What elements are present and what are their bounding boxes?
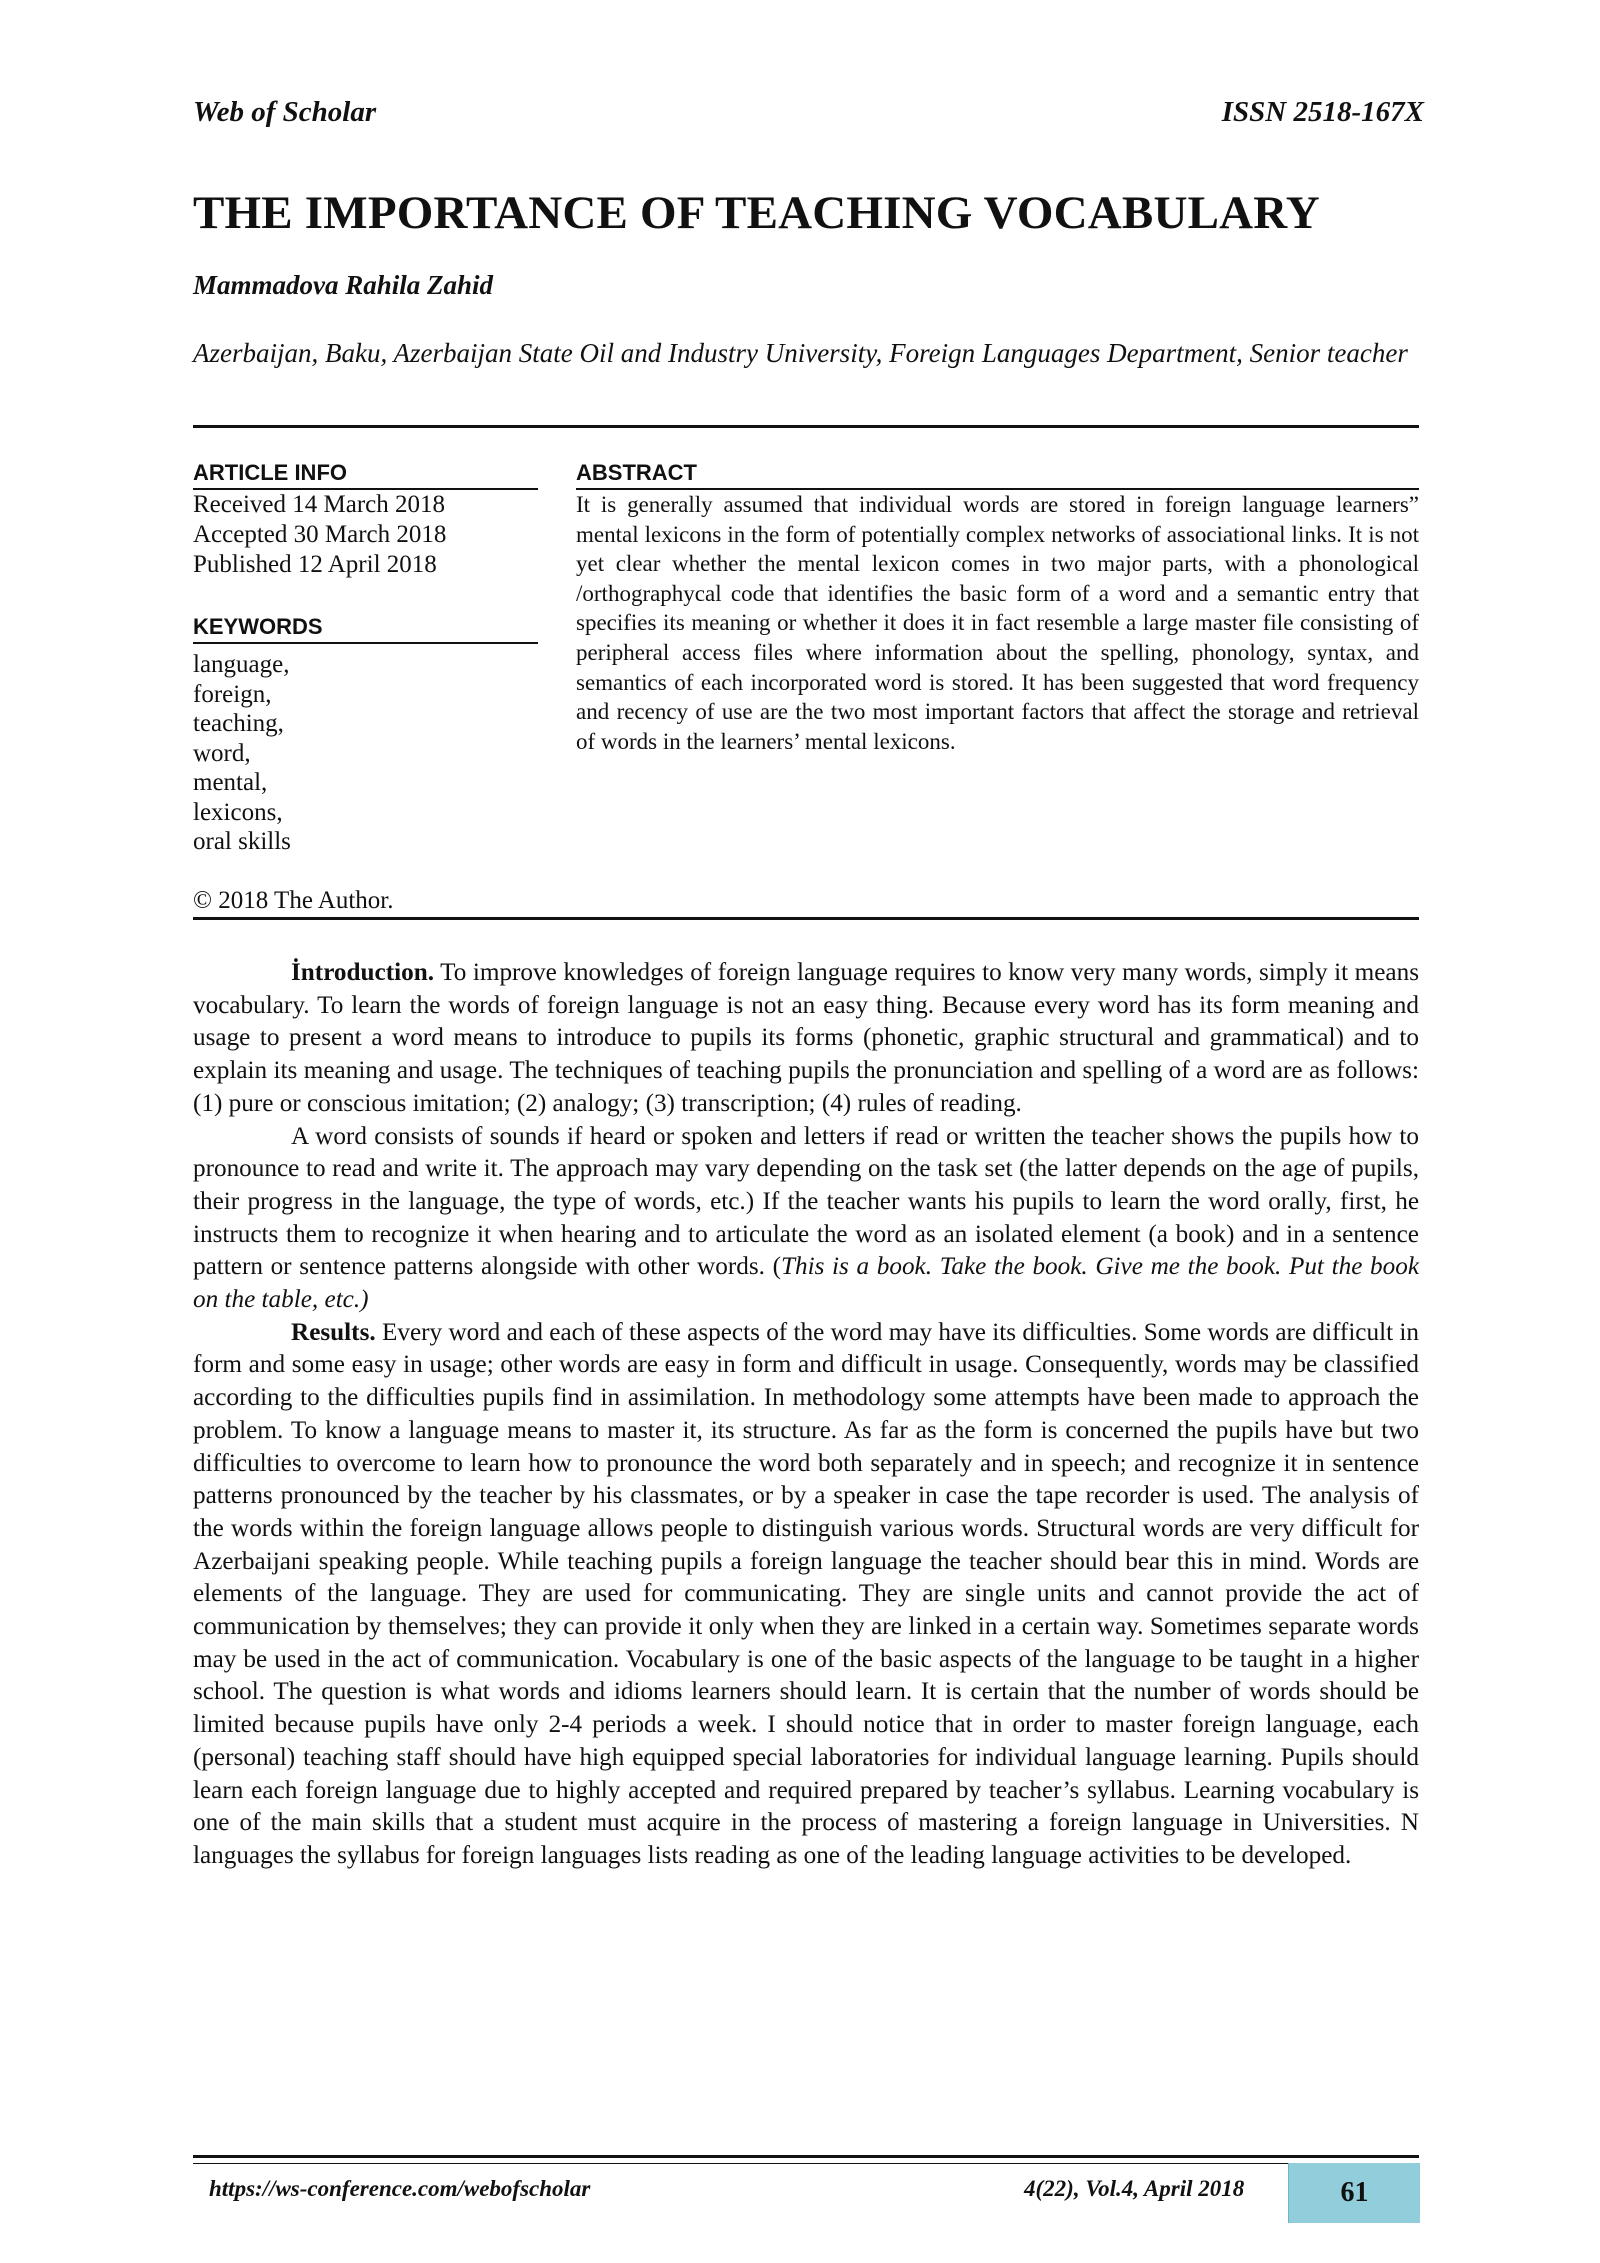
keyword-item: foreign, bbox=[193, 680, 272, 708]
introduction-paragraph bbox=[193, 957, 1419, 1121]
results-paragraph bbox=[193, 1317, 1419, 1873]
body-paragraph bbox=[193, 1121, 1419, 1317]
introduction-text: To improve knowledges of foreign language requires to know very many words, simply it means vocabulary. To learn the words of foreign language is not an easy thing. Because every word has its form meaning and usage to present a word means to introduce to pupils its forms (phonetic, graphic structural and grammatical) and to explain its meaning and usage. The techniques of teaching pupils the pronunciation and spelling of a word are as follows: (1) pure or conscious imitation; (2) analogy; (3) transcription; (4) rules of reading. bbox=[193, 959, 1420, 1117]
journal-name: Web of Scholar bbox=[193, 96, 377, 128]
keywords-list bbox=[193, 650, 291, 857]
abstract-text: It is generally assumed that individual words are stored in foreign language learners” mental lexicons in the form of potentially complex networks of associational links. It is not yet clear whether the mental lexicon comes in two major parts, with a phonological /orthographycal code that identifies the basic form of a word and a semantic entry that specifies its meaning or whether it does it in fact resemble a large master file consisting of peripheral access files where information about the spelling, phonology, syntax, and semantics of each incorporated word is stored. It has been suggested that word frequency and recency of use are the two most important factors that affect the storage and retrieval of words in the learners’ mental lexicons. bbox=[576, 492, 1419, 754]
received-date: Received 14 March 2018 bbox=[193, 491, 446, 518]
abstract-divider bbox=[193, 917, 1419, 920]
article-info-dates bbox=[193, 490, 446, 580]
issn: ISSN 2518-167X bbox=[1221, 96, 1424, 128]
footer-url[interactable]: https://ws-conference.com/webofscholar bbox=[209, 2176, 591, 2201]
article-body bbox=[193, 957, 1419, 1873]
results-text: Every word and each of these aspects of the word may have its difficulties. Some words are difficult in form and some easy in usage; other words are easy in form and difficult in usage. Consequently, words may be classified according to the difficulties pupils find in assimilation. In methodology some attempts have been made to approach the problem. To know a language means to master it, its structure. As far as the form is concerned the pupils have but two difficulties to overcome to learn how to pronounce the word both separately and in speech; and recognize it in sentence patterns pronounced by the teacher by his classmates, or by a speaker in case the tape recorder is used. The analysis of the words within the foreign language allows people to distinguish various words. Structural words are very difficult for Azerbaijani speaking people. While teaching pupils a foreign language the teacher should bear this in mind. Words are elements of the language. They are used for communicating. They are single units and cannot provide the act of communication by themselves; they can provide it only when they are linked in a certain way. Sometimes separate words may be used in the act of communication. Vocabulary is one of the basic aspects of the language to be taught in a higher school. The question is what words and idioms learners should learn. It is certain that the number of words should be limited because pupils have only 2-4 periods a week. I should notice that in order to master foreign language, each (personal) teaching staff should have high equipped special laboratories for individual language learning. Pupils should learn each foreign language due to highly accepted and required prepared by teacher’s syllabus. Learning vocabulary is one of the main skills that a student must acquire in the process of mastering a foreign language in Universities. N languages the syllabus for foreign languages lists reading as one of the leading language activities to be developed. bbox=[193, 1318, 1420, 1869]
top-divider bbox=[193, 425, 1419, 428]
abstract-heading: ABSTRACT bbox=[576, 460, 1419, 490]
keyword-item: mental, bbox=[193, 769, 268, 796]
introduction-label: İntroduction. bbox=[291, 959, 434, 986]
keyword-item: language, bbox=[193, 651, 290, 678]
keywords-heading: KEYWORDS bbox=[193, 614, 538, 644]
results-label: Results. bbox=[291, 1318, 376, 1346]
footer-divider-thin bbox=[193, 2163, 1419, 2164]
article-title: THE IMPORTANCE OF TEACHING VOCABULARY bbox=[193, 187, 1320, 239]
keyword-item: oral skills bbox=[193, 828, 291, 855]
keyword-item: teaching, bbox=[193, 710, 284, 737]
author-name: Mammadova Rahila Zahid bbox=[193, 270, 494, 300]
page-number-box bbox=[1288, 2163, 1420, 2223]
footer-volume: 4(22), Vol.4, April 2018 bbox=[1024, 2176, 1245, 2201]
article-info-heading: ARTICLE INFO bbox=[193, 460, 538, 490]
paragraph-text: A word consists of sounds if heard or spoken and letters if read or written the teacher shows the pupils how to pronounce to read and write it. The approach may vary depending on the task set (the latter depends on the age of pupils, their progress in the language, the type of words, etc.) If the teacher wants his pupils to learn the word orally, first, he instructs them to recognize it when hearing and to articulate the word as an isolated element (a book) and in a sentence pattern or sentence patterns alongside with other words. ( bbox=[193, 1122, 1419, 1281]
accepted-date: Accepted 30 March 2018 bbox=[193, 521, 447, 548]
example-sentences: This is a book. Take the book. Give me the book. Put the book on the table, etc.) bbox=[193, 1253, 1419, 1314]
page-number: 61 bbox=[1340, 2177, 1369, 2208]
published-date: Published 12 April 2018 bbox=[193, 551, 437, 578]
copyright-notice: © 2018 The Author. bbox=[193, 887, 394, 914]
keyword-item: lexicons, bbox=[193, 798, 283, 826]
footer-divider bbox=[193, 2155, 1419, 2158]
author-affiliation: Azerbaijan, Baku, Azerbaijan State Oil and Industry University, Foreign Languages Department, Senior teacher bbox=[193, 338, 1408, 368]
keyword-item: word, bbox=[193, 739, 251, 767]
